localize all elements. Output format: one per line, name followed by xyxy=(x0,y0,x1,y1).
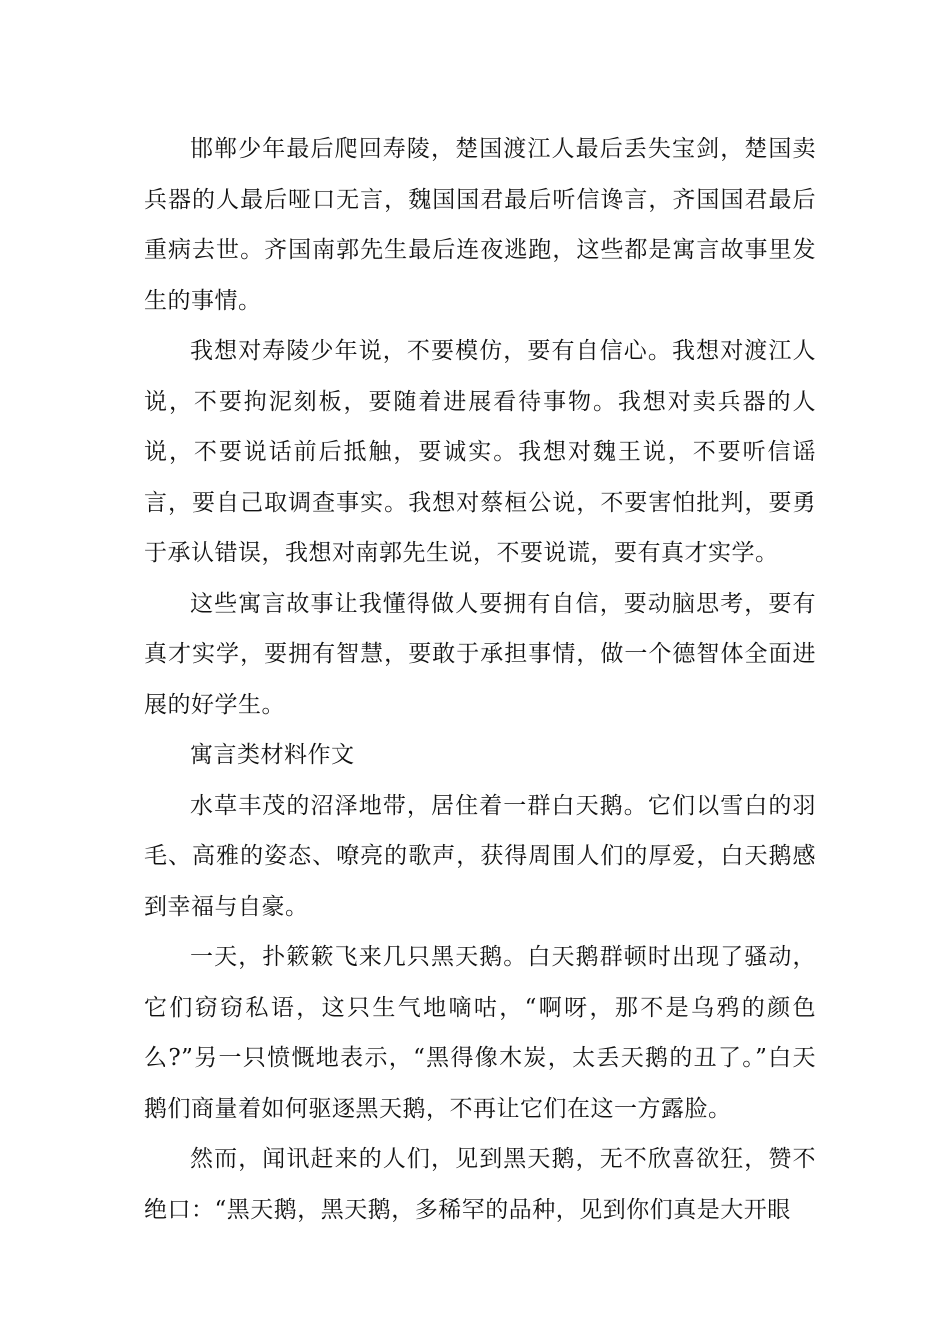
section-paragraph-1: 水草丰茂的沼泽地带，居住着一群白天鹅。它们以雪白的羽毛、高雅的姿态、嘹亮的歌声，获得周围人们的厚爱，白天鹅感到幸福与自豪。 xyxy=(144,792,816,920)
paragraph-1: 邯郸少年最后爬回寿陵，楚国渡江人最后丢失宝剑，楚国卖兵器的人最后哑口无言，魏国国君最后听信谗言，齐国国君最后重病去世。齐国南郭先生最后连夜逃跑，这些都是寓言故事里发生的事情。 xyxy=(144,136,816,314)
paragraph-2: 我想对寿陵少年说，不要模仿，要有自信心。我想对渡江人说，不要拘泥刻板，要随着进展看待事物。我想对卖兵器的人说，不要说话前后抵触，要诚实。我想对魏王说，不要听信谣言，要自己取调查事实。我想对蔡桓公说，不要害怕批判，要勇于承认错误，我想对南郭先生说，不要说谎，要有真才实学。 xyxy=(144,338,816,566)
section-paragraph-2: 一天，扑簌簌飞来几只黑天鹅。白天鹅群顿时出现了骚动，它们窃窃私语，这只生气地嘀咕，“啊呀，那不是乌鸦的颜色么?”另一只愤慨地表示，“黑得像木炭，太丢天鹅的丑了。”白天鹅们商量着如何驱逐黑天鹅，不再让它们在这一方露脸。 xyxy=(144,944,816,1122)
section-title: 寓言类材料作文 xyxy=(190,742,355,768)
document-body xyxy=(144,124,816,1235)
section-paragraph-3: 然而，闻讯赶来的人们，见到黑天鹅，无不欣喜欲狂，赞不绝口：“黑天鹅，黑天鹅，多稀罕的品种，见到你们真是大开眼 xyxy=(144,1146,816,1223)
paragraph-3: 这些寓言故事让我懂得做人要拥有自信，要动脑思考，要有真才实学，要拥有智慧，要敢于承担事情，做一个德智体全面进展的好学生。 xyxy=(144,590,816,718)
